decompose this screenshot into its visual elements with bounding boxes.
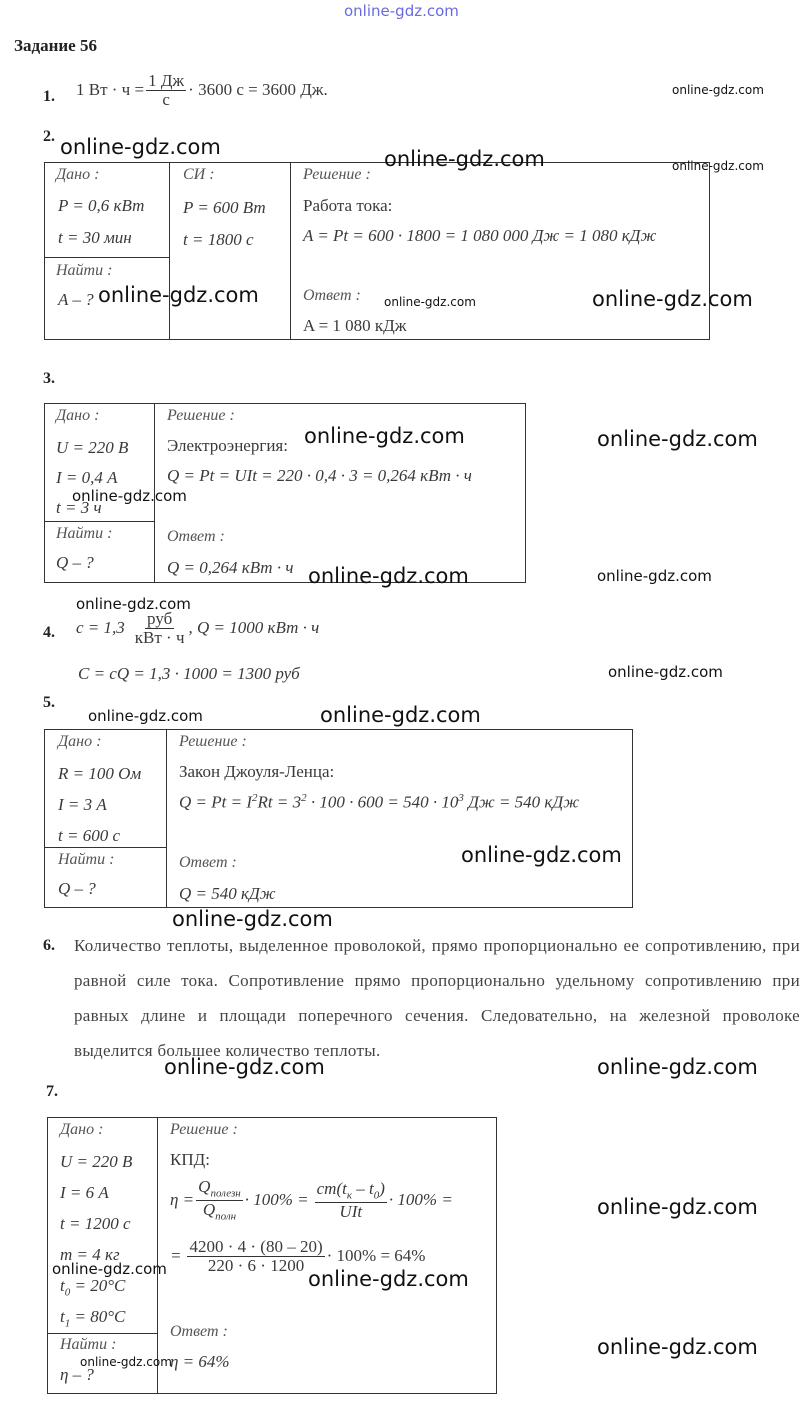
watermark: online-gdz.com bbox=[172, 907, 333, 931]
task-3-solution-label: Решение : bbox=[167, 407, 235, 424]
task-2-si-power: P = 600 Вт bbox=[183, 198, 266, 217]
watermark: online-gdz.com bbox=[80, 1355, 172, 1369]
watermark: online-gdz.com bbox=[308, 1267, 469, 1291]
task-7-answer: η = 64% bbox=[170, 1352, 230, 1371]
task-2-find-label: Найти : bbox=[56, 262, 113, 279]
task-7-t0-val: = 20°C bbox=[70, 1276, 126, 1295]
task-7-frac2-mid: – t bbox=[352, 1179, 374, 1199]
task-7-q-total: Q bbox=[202, 1199, 216, 1219]
task-5-formula-b: Rt = 3 bbox=[257, 792, 302, 812]
task-5-formula-d: Дж = 540 кДж bbox=[463, 792, 580, 812]
task-7-given-time: t = 1200 с bbox=[60, 1214, 131, 1233]
task-5-given-resistance: R = 100 Ом bbox=[58, 764, 142, 783]
task-3-given-time: t = 3 ч bbox=[56, 498, 102, 517]
task-1-frac-den: с bbox=[162, 89, 170, 109]
task-2-given-label: Дано : bbox=[56, 166, 100, 183]
task-3-solution-title: Электроэнергия: bbox=[167, 436, 288, 455]
task-7-answer-label: Ответ : bbox=[170, 1323, 228, 1340]
task-7-eta: η = bbox=[170, 1190, 195, 1210]
task-7-given-current: I = 6 А bbox=[60, 1183, 109, 1202]
task-3-given-voltage: U = 220 В bbox=[56, 438, 129, 457]
task-5-formula bbox=[179, 792, 579, 813]
task-7-frac2-sub-k: к bbox=[346, 1189, 352, 1202]
task-2-solution-formula: A = Pt = 600 · 1800 = 1 080 000 Дж = 1 080 кДж bbox=[303, 226, 657, 245]
task-1-rhs: · 3600 с = 3600 Дж. bbox=[188, 80, 328, 100]
task-7-solution-label: Решение : bbox=[170, 1121, 238, 1138]
task-3-find-label: Найти : bbox=[56, 525, 113, 542]
watermark: online-gdz.com bbox=[597, 567, 712, 585]
task-3-find: Q – ? bbox=[56, 553, 94, 572]
task-7-given-label: Дано : bbox=[60, 1121, 104, 1138]
task-2-answer: A = 1 080 кДж bbox=[303, 316, 407, 335]
task-1-number: 1. bbox=[43, 88, 55, 105]
task-2-number: 2. bbox=[43, 128, 55, 145]
watermark: online-gdz.com bbox=[72, 487, 187, 505]
task-6-number: 6. bbox=[43, 937, 55, 954]
watermark: online-gdz.com bbox=[98, 283, 259, 307]
task-4-frac-num: руб bbox=[147, 609, 173, 628]
task-4-q: , Q = 1000 кВт · ч bbox=[188, 618, 320, 638]
task-7-given-t1 bbox=[60, 1307, 125, 1329]
task-7-t0-sub: 0 bbox=[64, 1286, 71, 1299]
task-7-formula-1 bbox=[170, 1178, 453, 1223]
watermark: online-gdz.com bbox=[597, 1195, 758, 1219]
task-4-given bbox=[76, 610, 319, 647]
task-7-pct-2: · 100% = bbox=[388, 1190, 453, 1210]
watermark: online-gdz.com bbox=[52, 1260, 167, 1278]
task-5-given-time: t = 600 с bbox=[58, 826, 120, 845]
task-3-given-label: Дано : bbox=[56, 407, 100, 424]
watermark: online-gdz.com bbox=[608, 663, 723, 681]
task-1-formula bbox=[76, 72, 328, 109]
task-5-answer: Q = 540 кДж bbox=[179, 884, 276, 903]
task-2-find: A – ? bbox=[58, 290, 94, 309]
task-7-q-total-sub: полн bbox=[215, 1210, 237, 1223]
task-5-number: 5. bbox=[43, 694, 55, 711]
task-7-formula-2: = $\frac{4200 \cdot 4 \cdot (80 - 20)}{220 \cdot 6 \cdot 1200}$ · 100% = 64% bbox=[170, 1237, 426, 1275]
task-3-number: 3. bbox=[43, 370, 55, 387]
task-3-solution-formula: Q = Pt = UIt = 220 · 0,4 · 3 = 0,264 кВт · ч bbox=[167, 466, 472, 485]
watermark: online-gdz.com bbox=[308, 564, 469, 588]
task-7-frac3-num: 4200 · 4 · (80 – 20) bbox=[189, 1237, 323, 1256]
task-5-find: Q – ? bbox=[58, 879, 96, 898]
watermark: online-gdz.com bbox=[76, 595, 191, 613]
watermark: online-gdz.com bbox=[304, 424, 465, 448]
task-5-find-label: Найти : bbox=[58, 851, 115, 868]
task-3-answer: Q = 0,264 кВт · ч bbox=[167, 558, 294, 577]
task-5-sup-2: 2 bbox=[252, 792, 258, 804]
watermark: online-gdz.com bbox=[88, 707, 203, 725]
task-7-t1-val: = 80°C bbox=[70, 1307, 126, 1326]
task-7-frac2-num: cm(t bbox=[316, 1179, 347, 1199]
page-title: Задание 56 bbox=[14, 36, 97, 55]
task-6-text: Количество теплоты, выделенное проволокой, прямо пропорционально ее сопротивлению, при равной силе тока. Сопротивление прямо пропорционально удельному сопротивлению при равных длине и площади поперечного сечения. Следовательно, на железной проволоке выделится большее количество теплоты. bbox=[74, 936, 800, 1060]
task-5-solution-title: Закон Джоуля-Ленца: bbox=[179, 762, 335, 781]
watermark: online-gdz.com bbox=[672, 159, 764, 173]
task-2-given-time: t = 30 мин bbox=[58, 228, 132, 247]
task-7-frac3-den: 220 · 6 · 1200 bbox=[207, 1255, 305, 1275]
task-7-given-mass: m = 4 кг bbox=[60, 1245, 120, 1264]
watermark: online-gdz.com bbox=[384, 295, 476, 309]
task-7-frac2-den: UIt bbox=[339, 1201, 363, 1221]
task-2-answer-label: Ответ : bbox=[303, 287, 361, 304]
task-7-result: · 100% = 64% bbox=[326, 1246, 426, 1266]
watermark: online-gdz.com bbox=[597, 427, 758, 451]
task-2-si-label: СИ : bbox=[183, 166, 215, 183]
task-5-sup-3: 3 bbox=[458, 792, 464, 804]
task-7-t1-sub: 1 bbox=[64, 1317, 71, 1330]
task-3-answer-label: Ответ : bbox=[167, 528, 225, 545]
task-7-t0: t bbox=[60, 1276, 65, 1295]
watermark: online-gdz.com bbox=[461, 843, 622, 867]
task-7-kpd: КПД: bbox=[170, 1150, 210, 1169]
task-2-given-power: P = 0,6 кВт bbox=[58, 196, 145, 215]
watermark: online-gdz.com bbox=[592, 287, 753, 311]
task-2-solution-label: Решение : bbox=[303, 166, 371, 183]
task-5-given-current: I = 3 А bbox=[58, 795, 107, 814]
watermark: online-gdz.com bbox=[597, 1055, 758, 1079]
watermark: online-gdz.com bbox=[672, 83, 764, 97]
task-2-si-time: t = 1800 с bbox=[183, 230, 254, 249]
task-7-t1: t bbox=[60, 1307, 65, 1326]
task-4-solution: C = cQ = 1,3 · 1000 = 1300 руб bbox=[78, 664, 300, 683]
task-5-given-label: Дано : bbox=[58, 733, 102, 750]
task-7-given-t0 bbox=[60, 1276, 125, 1298]
task-1-lhs: 1 Вт · ч = bbox=[76, 80, 145, 100]
task-7-number: 7. bbox=[46, 1083, 58, 1100]
watermark: online-gdz.com bbox=[320, 703, 481, 727]
task-7-frac2-sub-0: 0 bbox=[373, 1189, 380, 1202]
task-2-table bbox=[44, 162, 710, 340]
task-7-find: η – ? bbox=[60, 1365, 94, 1384]
task-5-sup-2b: 2 bbox=[301, 792, 307, 804]
task-7-q-useful: Q bbox=[198, 1177, 211, 1196]
task-4-frac-den: кВт · ч bbox=[134, 627, 185, 647]
task-1-frac-num: 1 Дж bbox=[148, 71, 185, 90]
task-5-formula-a: Q = Pt = I bbox=[179, 792, 252, 812]
watermark: online-gdz.com bbox=[597, 1335, 758, 1359]
task-7-find-label: Найти : bbox=[60, 1336, 117, 1353]
task-7-pct-1: · 100% = bbox=[244, 1190, 309, 1210]
task-7-frac2-close: ) bbox=[379, 1179, 385, 1199]
task-5-formula-c: · 100 · 600 = 540 · 10 bbox=[306, 792, 459, 812]
task-2-solution-title: Работа тока: bbox=[303, 196, 393, 215]
watermark: online-gdz.com bbox=[384, 147, 545, 171]
site-header[interactable]: online-gdz.com bbox=[344, 2, 459, 20]
watermark: online-gdz.com bbox=[164, 1055, 325, 1079]
task-5-answer-label: Ответ : bbox=[179, 854, 237, 871]
task-4-number: 4. bbox=[43, 624, 55, 641]
task-7-given-voltage: U = 220 В bbox=[60, 1152, 133, 1171]
task-3-given-current: I = 0,4 А bbox=[56, 468, 118, 487]
task-5-table bbox=[44, 729, 633, 908]
task-4-c: c = 1,3 bbox=[76, 618, 125, 638]
watermark: online-gdz.com bbox=[60, 135, 221, 159]
task-5-solution-label: Решение : bbox=[179, 733, 247, 750]
task-7-q-useful-sub: полезн bbox=[210, 1187, 241, 1200]
